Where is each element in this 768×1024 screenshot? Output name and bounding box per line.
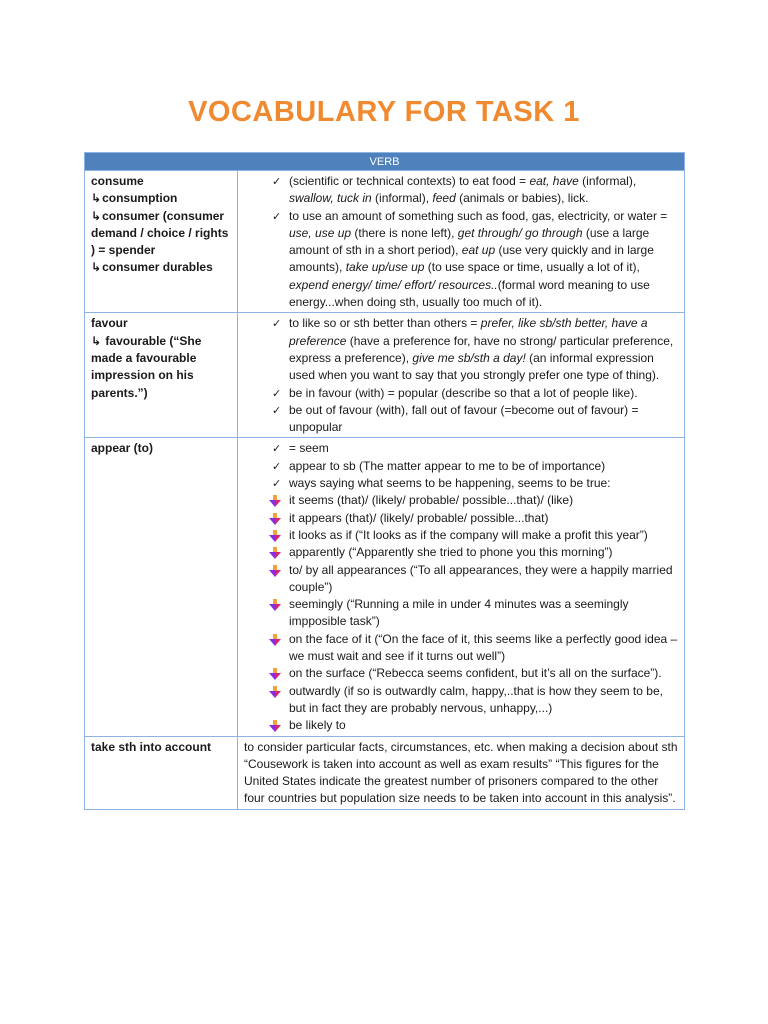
down-arrow-bullet-icon xyxy=(269,513,281,525)
arrow-bullet: it seems (that)/ (likely/ probable/ possible...that)/ (like) xyxy=(244,492,678,509)
check-bullet: ✓ = seem xyxy=(244,440,678,457)
term-cell xyxy=(85,438,238,736)
hook-arrow-icon: ↳ xyxy=(91,208,102,223)
arrow-bullet: outwardly (if so is outwardly calm, happy,..that is how they seem to be, but in fact they are probably nervous, unhappy,...) xyxy=(244,683,678,718)
check-bullet: ✓ appear to sb (The matter appear to me to be of importance) xyxy=(244,458,678,475)
arrow-bullet: it looks as if (“It looks as if the company will make a profit this year”) xyxy=(244,527,678,544)
term-word: appear (to) xyxy=(91,441,154,456)
check-bullet: ✓ ways saying what seems to be happening, seems to be true: xyxy=(244,475,678,492)
definition-cell xyxy=(238,736,685,809)
derived-term: ↳consumer (consumer demand / choice / rights ) = spender xyxy=(91,208,229,258)
down-arrow-bullet-icon xyxy=(269,634,281,646)
down-arrow-bullet-icon xyxy=(269,530,281,542)
vocabulary-table xyxy=(84,152,685,810)
definition-cell xyxy=(238,313,685,438)
hook-arrow-icon: ↳ xyxy=(91,260,102,275)
definition-cell xyxy=(238,171,685,313)
arrow-bullet: to/ by all appearances (“To all appearances, they were a happily married couple”) xyxy=(244,562,678,597)
check-bullet: ✓ be in favour (with) = popular (describe so that a lot of people like). xyxy=(244,385,678,402)
down-arrow-bullet-icon xyxy=(269,547,281,559)
term-cell xyxy=(85,313,238,438)
derived-term: ↳consumption xyxy=(91,191,178,206)
term-word: favour xyxy=(91,316,128,331)
derived-term: ↳ favourable (“She made a favourable impression on his parents.”) xyxy=(91,333,202,400)
definition-cell xyxy=(238,438,685,736)
down-arrow-bullet-icon xyxy=(269,720,281,732)
down-arrow-bullet-icon xyxy=(269,599,281,611)
down-arrow-bullet-icon xyxy=(269,668,281,680)
arrow-bullet: it appears (that)/ (likely/ probable/ possible...that) xyxy=(244,510,678,527)
check-bullet: ✓ to like so or sth better than others = prefer, like sb/sth better, have a preference (have a preference for, have no strong/ particular preference, express a preference), give me sb/sth a day! (an informal expression used when you want to say that you strongly prefer one type of thing). xyxy=(244,315,678,384)
hook-arrow-icon: ↳ xyxy=(91,333,102,348)
page-title: VOCABULARY FOR TASK 1 xyxy=(188,96,580,128)
arrow-bullet: on the surface (“Rebecca seems confident, but it’s all on the surface”). xyxy=(244,665,678,682)
table-row xyxy=(85,313,685,438)
term-word: consume xyxy=(91,174,144,188)
table-row xyxy=(85,736,685,809)
term-word: take sth into account xyxy=(91,739,212,754)
term-cell xyxy=(85,171,238,313)
check-bullet: ✓ be out of favour (with), fall out of favour (=become out of favour) = unpopular xyxy=(244,402,678,437)
down-arrow-bullet-icon xyxy=(269,686,281,698)
derived-term: ↳consumer durables xyxy=(91,260,213,275)
definition-text: to consider particular facts, circumstances, etc. when making a decision about sth “Cousework is taken into account as well as exam results” “This figures for the United States indicate the greatest number of prisoners compared to the other four countries but population size needs to be taken into account in this analysis”. xyxy=(244,739,678,806)
down-arrow-bullet-icon xyxy=(269,565,281,577)
check-bullet: ✓ (scientific or technical contexts) to eat food = eat, have (informal), swallow, tuck in (informal), feed (animals or babies), lick. xyxy=(244,173,678,208)
arrow-bullet: on the face of it (“On the face of it, this seems like a perfectly good idea – we must wait and see if it turns out well”) xyxy=(244,631,678,666)
table-header-row xyxy=(85,153,685,171)
hook-arrow-icon: ↳ xyxy=(91,191,102,206)
down-arrow-bullet-icon xyxy=(269,495,281,507)
arrow-bullet: be likely to xyxy=(244,717,678,734)
term-cell xyxy=(85,736,238,809)
table-header-verb: VERB xyxy=(85,153,685,171)
arrow-bullet: apparently (“Apparently she tried to phone you this morning”) xyxy=(244,544,678,561)
table-row xyxy=(85,171,685,313)
table-row xyxy=(85,438,685,736)
arrow-bullet: seemingly (“Running a mile in under 4 minutes was a seemingly impposible task”) xyxy=(244,596,678,631)
check-bullet: ✓ to use an amount of something such as food, gas, electricity, or water = use, use up (there is none left), get through/ go through (use a large amount of sth in a short period), eat up (use very quickly and in large amounts), take up/use up (to use space or time, usually a lot of it), expend energy/ time/ effort/ resources..(formal word meaning to use energy...when doing sth, usually too much of it). xyxy=(244,208,678,312)
